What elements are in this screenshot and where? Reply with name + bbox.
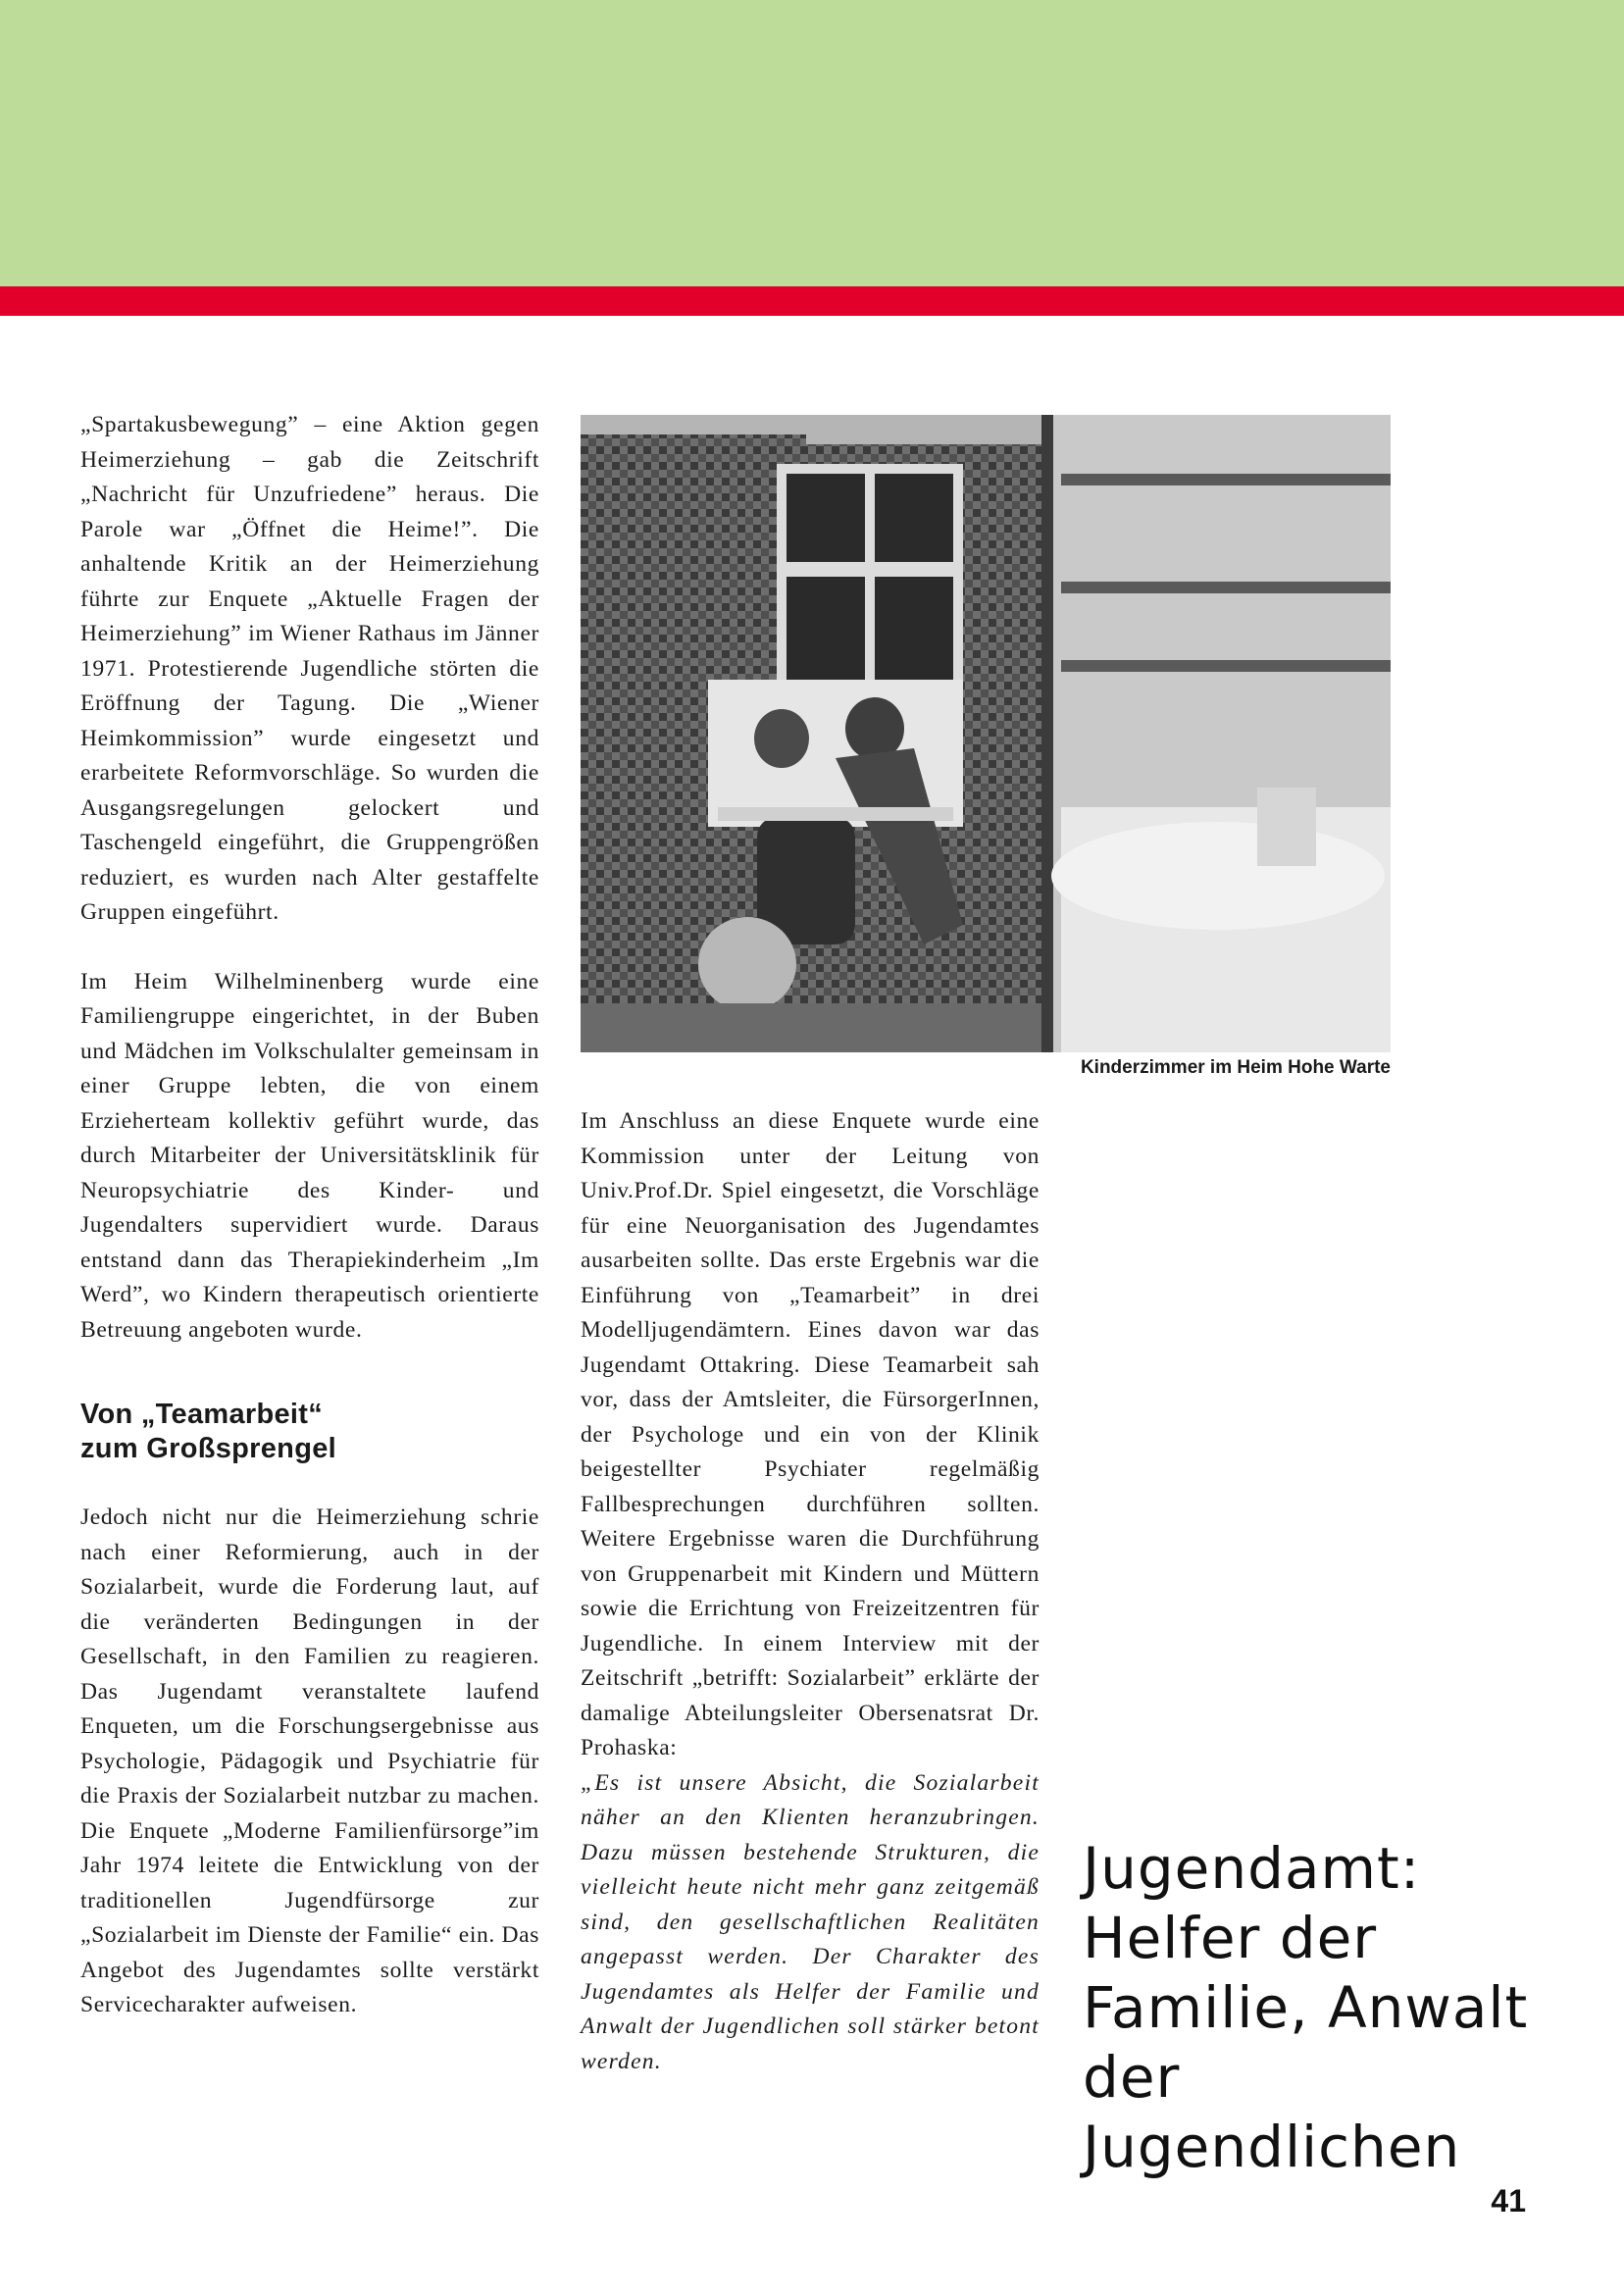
page-number: 41 [1491, 2183, 1526, 2218]
right-column [581, 1104, 1040, 2079]
left-paragraph-1: „Spartakusbewegung” – eine Aktion gegen Heimerziehung – gab die Zeitschrift „Nachricht für Unzufriedene” heraus. Die Parole war „Öffnet die Heime!”. Die anhaltende Kritik an der Heimerziehung führte zur Enquete „Aktuelle Fragen der Heimerziehung” im Wiener Rathaus im Jänner 1971. Protestierende Jugendliche störten die Eröffnung der Tagung. Die „Wiener Heimkommission” wurde eingesetzt und erarbeitete Reformvorschläge. So wurden die Ausgangsregelungen gelockert und Taschengeld eingeführt, die Gruppengrößen reduziert, es wurden nach Alter gestaffelte Gruppen eingeführt. [80, 412, 539, 925]
headline-line-1: Jugendamt: [1083, 1835, 1421, 1902]
section-headline [1083, 1834, 1553, 2182]
interview-quote: „Es ist unsere Absicht, die Sozialarbeit näher an den Klienten heranzubringen. Dazu müssen bestehende Strukturen, die vielleicht heute nicht mehr ganz zeitgemäß sind, den gesellschaftlichen Realitäten angepasst werden. Der Charakter des Jugendamtes als Helfer der Familie und Anwalt der Jugendlichen soll stärker betont werden. [581, 1769, 1040, 2074]
section-subhead [80, 1398, 539, 1466]
header-band [0, 0, 1624, 286]
headline-line-3: Familie, Anwalt [1083, 1974, 1529, 2041]
subhead-line-2: zum Großsprengel [80, 1433, 336, 1464]
left-paragraph-2: Im Heim Wilhelminenberg wurde eine Familiengruppe eingerichtet, in der Buben und Mädchen im Volkschulalter gemeinsam in einer Gruppe lebten, die von einem Erzieherteam kollektiv geführt wurde, das durch Mitarbeiter der Universitätsklinik für Neuropsychiatrie des Kinder- und Jugendalters supervidiert wurde. Daraus entstand dann das Therapiekinderheim „Im Werd”, wo Kindern therapeutisch orientierte Betreuung angeboten wurde. [80, 968, 539, 1343]
photo-illustration [581, 415, 1391, 1052]
header-stripe [0, 286, 1624, 316]
photo-caption: Kinderzimmer im Heim Hohe Warte [1080, 1057, 1391, 1078]
left-column [80, 408, 539, 2023]
subhead-line-1: Von „Teamarbeit“ [80, 1399, 324, 1430]
headline-line-2: Helfer der [1083, 1905, 1378, 1971]
right-paragraph-1: Im Anschluss an diese Enquete wurde eine Kommission unter der Leitung von Univ.Prof.Dr. Spiel eingesetzt, die Vorschläge für eine Neuorganisation des Jugendamtes ausarbeiten sollte. Das erste Ergebnis war die Einführung von „Teamarbeit” in drei Modelljugendämtern. Eines davon war das Jugendamt Ottakring. Diese Teamarbeit sah vor, dass der Amtsleiter, die FürsorgerInnen, der Psychologe und ein von der Klinik beigestellter Psychiater regelmäßig Fallbesprechungen durchführen sollten. Weitere Ergebnisse waren die Durchführung von Gruppenarbeit mit Kindern und Müttern sowie die Errichtung von Freizeitzentren für Jugendliche. In einem Interview mit der Zeitschrift „betrifft: Sozialarbeit” erklärte der damalige Abteilungsleiter Obersenatsrat Dr. Prohaska: [581, 1108, 1040, 1760]
headline-line-4: der Jugendlichen [1083, 2044, 1461, 2180]
left-paragraph-3: Jedoch nicht nur die Heimerziehung schrie nach einer Reformierung, auch in der Sozialarbeit, wurde die Forderung laut, auf die veränderten Bedingungen in der Gesellschaft, in den Familien zu reagieren. Das Jugendamt veranstaltete laufend Enqueten, um die Forschungsergebnisse aus Psychologie, Pädagogik und Psychiatrie für die Praxis der Sozialarbeit nutzbar zu machen. Die Enquete „Moderne Familienfürsorge”im Jahr 1974 leitete die Entwicklung von der traditionellen Jugendfürsorge zur „Sozialarbeit im Dienste der Familie“ ein. Das Angebot des Jugendamtes sollte verstärkt Servicecharakter aufweisen. [80, 1504, 539, 2017]
photo-kinderzimmer [581, 415, 1391, 1052]
